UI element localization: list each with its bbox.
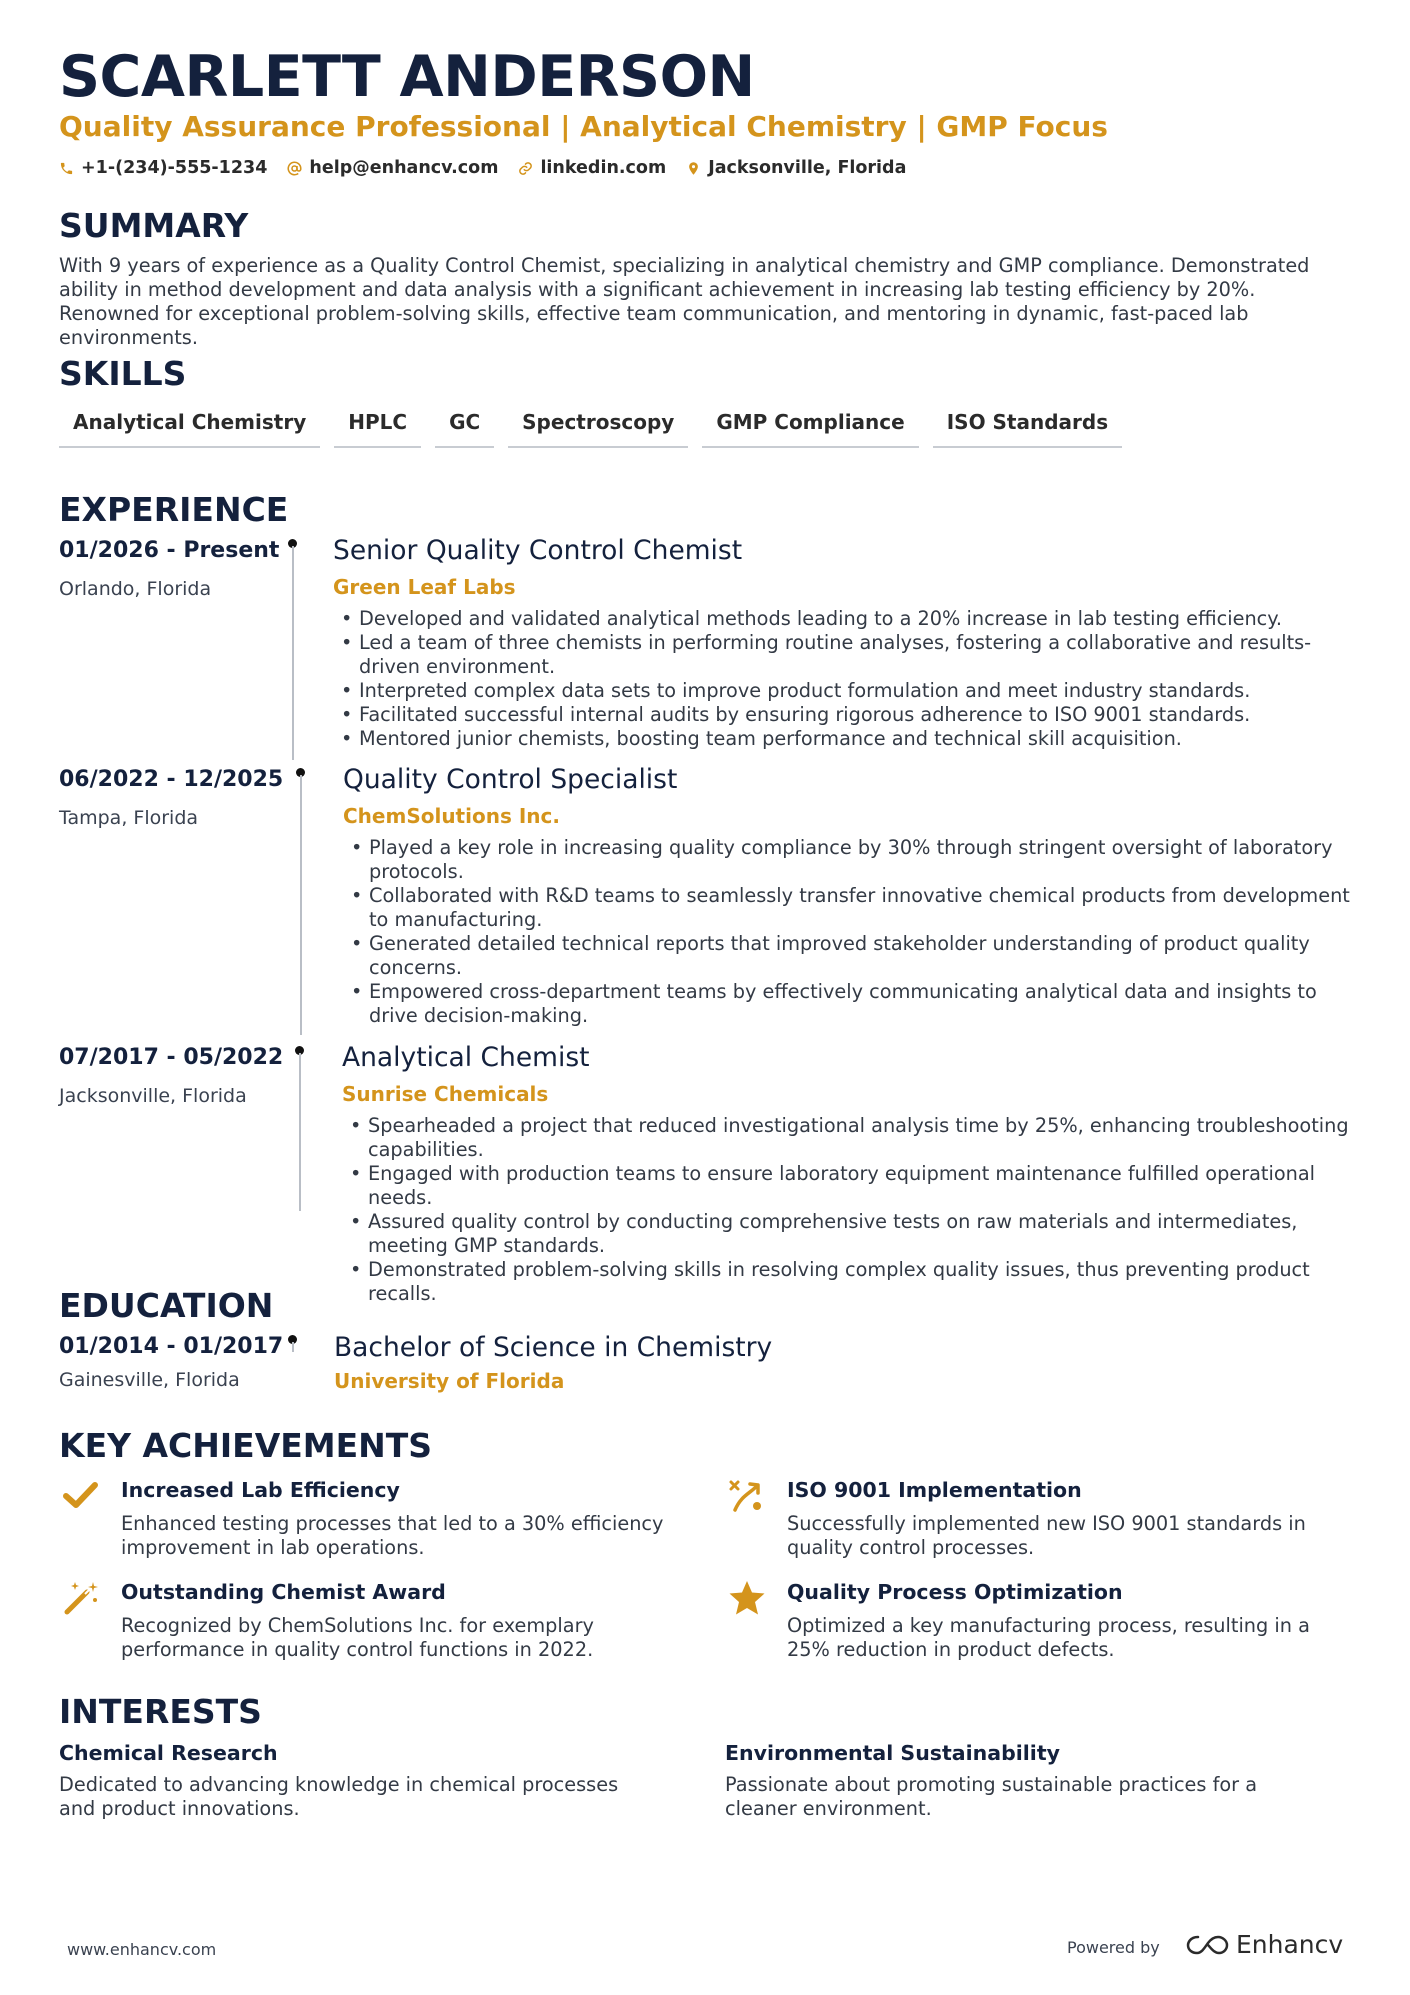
location-pin-icon xyxy=(686,161,701,176)
experience-heading: EXPERIENCE xyxy=(59,490,289,529)
enhancv-logo-icon xyxy=(1186,1933,1230,1957)
job-location: Jacksonville, Florida xyxy=(59,1085,247,1107)
education-dates: 01/2014 - 01/2017 xyxy=(59,1334,284,1359)
timeline-line xyxy=(292,546,294,760)
skill-tag: ISO Standards xyxy=(933,408,1122,448)
job-dates: 07/2017 - 05/2022 xyxy=(59,1045,284,1070)
headline: Quality Assurance Professional | Analytical Chemistry | GMP Focus xyxy=(59,110,1108,143)
achievement-item xyxy=(727,1578,1347,1661)
checkmark-icon xyxy=(61,1476,101,1516)
job-bullets xyxy=(348,1114,1368,1306)
education-school: University of Florida xyxy=(334,1369,565,1393)
list-item: • Engaged with production teams to ensure laboratory equipment maintenance fulfilled operational needs. xyxy=(348,1162,1368,1210)
skill-tag: Analytical Chemistry xyxy=(59,408,320,448)
education-degree: Bachelor of Science in Chemistry xyxy=(334,1332,773,1363)
contact-phone-text: +1-(234)-555-1234 xyxy=(81,158,268,178)
list-item: • Assured quality control by conducting comprehensive tests on raw materials and intermediates, meeting GMP standards. xyxy=(348,1210,1368,1258)
skill-tag: GC xyxy=(435,408,494,448)
magic-wand-icon xyxy=(61,1578,101,1618)
contact-bar xyxy=(59,158,906,178)
phone-icon xyxy=(59,161,74,176)
skills-list xyxy=(59,408,1122,448)
achievement-desc: Successfully implemented new ISO 9001 standards in quality control processes. xyxy=(787,1512,1306,1559)
list-item: • Demonstrated problem-solving skills in resolving complex quality issues, thus preventing product recalls. xyxy=(348,1258,1368,1306)
job-role: Analytical Chemist xyxy=(342,1042,590,1073)
achievement-item xyxy=(727,1476,1347,1559)
job-company: Sunrise Chemicals xyxy=(342,1082,549,1106)
achievement-desc: Optimized a key manufacturing process, resulting in a 25% reduction in product defects. xyxy=(787,1614,1310,1661)
skill-tag: Spectroscopy xyxy=(508,408,688,448)
timeline-line xyxy=(292,1342,294,1352)
footer-url[interactable]: www.enhancv.com xyxy=(67,1940,217,1959)
achievement-desc: Enhanced testing processes that led to a 30% efficiency improvement in lab operations. xyxy=(121,1512,664,1559)
powered-by-label: Powered by xyxy=(1067,1938,1160,1957)
contact-location xyxy=(686,158,906,178)
list-item: • Collaborated with R&D teams to seamlessly transfer innovative chemical products from development to manufacturing. xyxy=(349,884,1369,932)
job-location: Orlando, Florida xyxy=(59,578,212,600)
contact-email-text: help@enhancv.com xyxy=(309,158,499,178)
list-item: • Mentored junior chemists, boosting team performance and technical skill acquisition. xyxy=(339,727,1359,751)
achievement-title: Increased Lab Efficiency xyxy=(121,1478,400,1502)
achievement-desc: Recognized by ChemSolutions Inc. for exemplary performance in quality control functions in 2022. xyxy=(121,1614,594,1661)
interests-heading: INTERESTS xyxy=(59,1692,262,1731)
contact-email[interactable] xyxy=(287,158,498,178)
job-company: ChemSolutions Inc. xyxy=(343,804,560,828)
skill-tag: GMP Compliance xyxy=(702,408,918,448)
star-icon xyxy=(727,1578,767,1618)
job-role: Quality Control Specialist xyxy=(343,764,678,795)
list-item: • Generated detailed technical reports that improved stakeholder understanding of product quality concerns. xyxy=(349,932,1369,980)
interest-title: Environmental Sustainability xyxy=(725,1741,1060,1765)
job-company: Green Leaf Labs xyxy=(333,575,516,599)
candidate-name: SCARLETT ANDERSON xyxy=(59,44,755,110)
list-item: • Played a key role in increasing quality compliance by 30% through stringent oversight of laboratory protocols. xyxy=(349,836,1369,884)
interest-desc: Dedicated to advancing knowledge in chemical processes and product innovations. xyxy=(59,1773,619,1820)
job-dates: 01/2026 - Present xyxy=(59,538,280,563)
list-item: • Led a team of three chemists in performing routine analyses, fostering a collaborative and results-driven environment. xyxy=(339,631,1359,679)
timeline-line xyxy=(299,1053,301,1211)
achievement-title: ISO 9001 Implementation xyxy=(787,1478,1082,1502)
interest-title: Chemical Research xyxy=(59,1741,278,1765)
achievement-title: Quality Process Optimization xyxy=(787,1580,1123,1604)
contact-linkedin[interactable] xyxy=(518,158,666,178)
job-bullets xyxy=(339,607,1359,751)
achievement-item xyxy=(61,1476,681,1559)
achievement-title: Outstanding Chemist Award xyxy=(121,1580,446,1604)
brand-logo[interactable] xyxy=(1186,1930,1343,1959)
education-location: Gainesville, Florida xyxy=(59,1369,240,1391)
list-item: • Interpreted complex data sets to improve product formulation and meet industry standards. xyxy=(339,679,1359,703)
job-role: Senior Quality Control Chemist xyxy=(333,535,743,566)
contact-phone[interactable] xyxy=(59,158,267,178)
list-item: • Empowered cross-department teams by effectively communicating analytical data and insights to drive decision-making. xyxy=(349,980,1369,1028)
skills-heading: SKILLS xyxy=(59,354,187,393)
achievements-heading: KEY ACHIEVEMENTS xyxy=(59,1426,433,1465)
list-item: • Developed and validated analytical methods leading to a 20% increase in lab testing efficiency. xyxy=(339,607,1359,631)
contact-location-text: Jacksonville, Florida xyxy=(708,158,907,178)
education-heading: EDUCATION xyxy=(59,1286,274,1325)
route-arrow-icon xyxy=(727,1476,767,1516)
summary-heading: SUMMARY xyxy=(59,206,249,245)
job-dates: 06/2022 - 12/2025 xyxy=(59,767,284,792)
job-location: Tampa, Florida xyxy=(59,807,199,829)
contact-linkedin-text: linkedin.com xyxy=(540,158,667,178)
list-item: • Facilitated successful internal audits by ensuring rigorous adherence to ISO 9001 standards. xyxy=(339,703,1359,727)
brand-name: Enhancv xyxy=(1236,1930,1344,1959)
skill-tag: HPLC xyxy=(334,408,421,448)
summary-text: With 9 years of experience as a Quality Control Chemist, specializing in analytical chemistry and GMP compliance. Demonstrated ability in method development and data analysis with a significant achievement in increasing lab testing efficiency by 20%. Renowned for exceptional problem-solving skills, effective team communication, and mentoring in dynamic, fast-paced lab environments. xyxy=(59,254,1310,349)
job-bullets xyxy=(349,836,1369,1028)
interest-desc: Passionate about promoting sustainable practices for a cleaner environment. xyxy=(725,1773,1258,1820)
at-icon xyxy=(287,161,302,176)
list-item: • Spearheaded a project that reduced investigational analysis time by 25%, enhancing troubleshooting capabilities. xyxy=(348,1114,1368,1162)
link-icon xyxy=(518,161,533,176)
timeline-line xyxy=(300,775,302,1035)
achievement-item xyxy=(61,1578,681,1661)
